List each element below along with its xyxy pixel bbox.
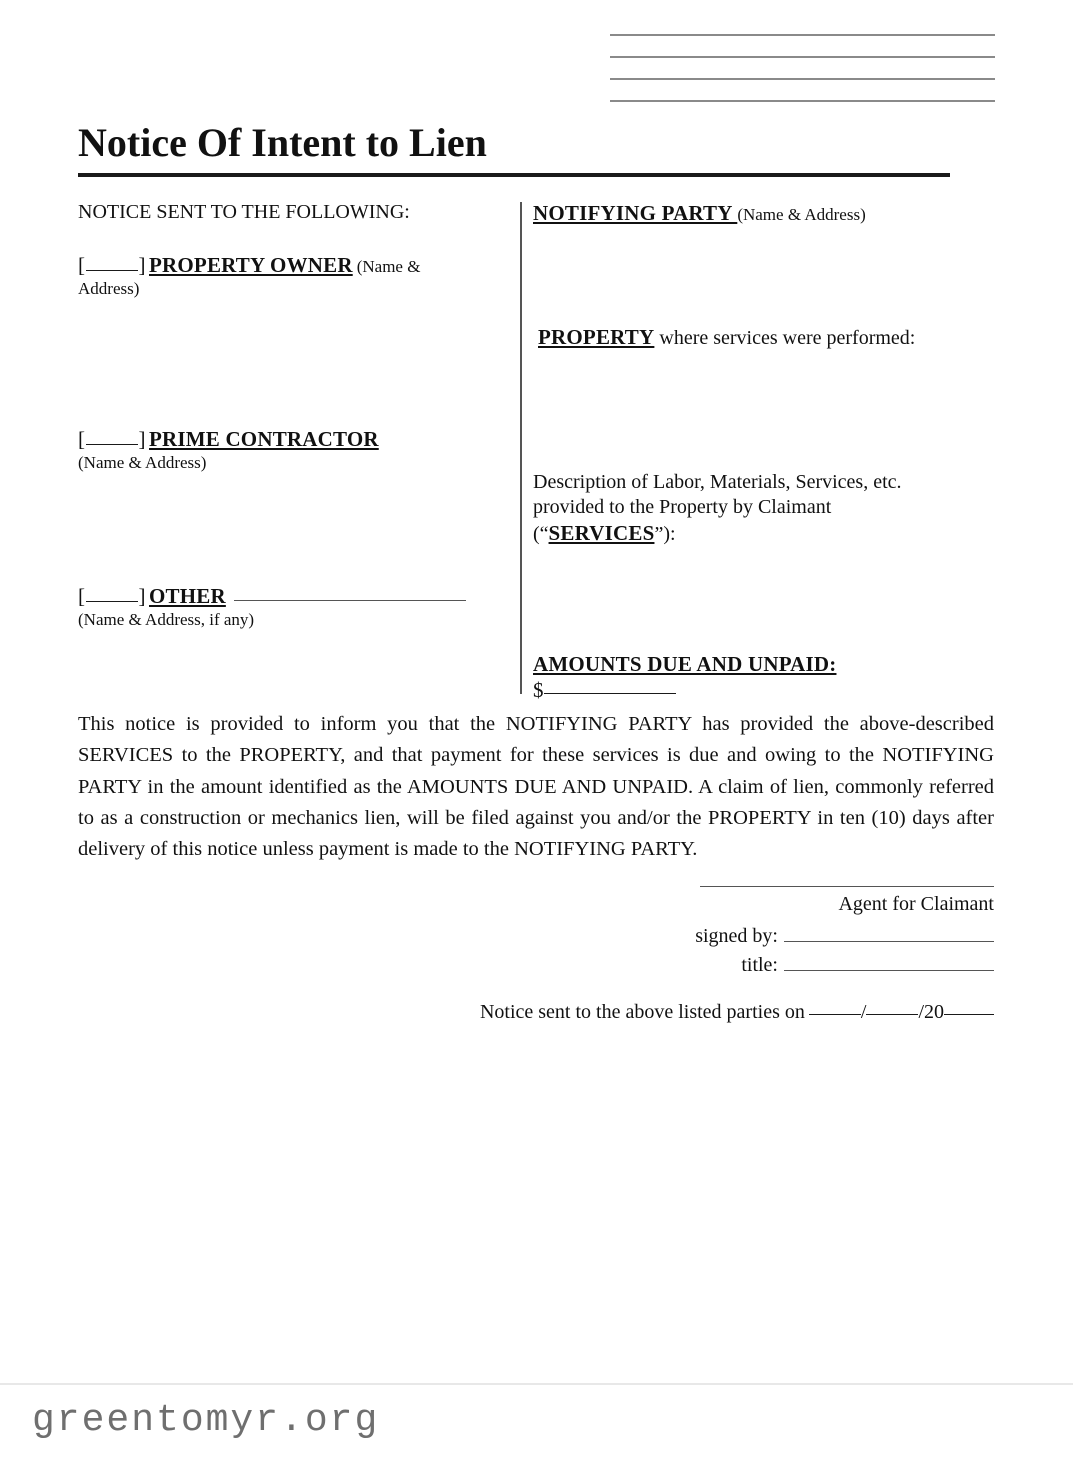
other-checkbox-line[interactable] (86, 588, 138, 602)
date-year-rule[interactable] (944, 1001, 994, 1015)
notifying-party-fill-area[interactable] (533, 227, 993, 324)
party-block-prime-contractor (78, 427, 508, 473)
services-label: SERVICES (548, 521, 655, 546)
property-heading-rest: where services were performed: (654, 327, 916, 350)
property-owner-checkbox-line[interactable] (86, 257, 138, 271)
services-fill-area[interactable] (533, 548, 993, 651)
services-suffix: ”): (654, 523, 676, 546)
amount-entry-row (533, 678, 993, 703)
header-blank-line-4[interactable] (610, 100, 995, 102)
footer-brand: greentomyr.org (32, 1399, 380, 1442)
services-line-1: Description of Labor, Materials, Services, etc. (533, 470, 902, 493)
title-block (78, 122, 950, 177)
notice-sent-heading: NOTICE SENT TO THE FOLLOWING: (78, 201, 410, 223)
date-day-rule[interactable] (866, 1001, 918, 1015)
date-separator-2: /20 (918, 1001, 944, 1023)
other-label: OTHER (149, 583, 226, 608)
signature-block (560, 886, 994, 977)
prime-contractor-checkbox[interactable]: [ ] (78, 427, 145, 452)
header-blank-line-2[interactable] (610, 56, 995, 58)
date-separator-1: / (860, 1001, 867, 1023)
page-title: Notice Of Intent to Lien (78, 120, 487, 165)
notifying-party-note: (Name & Address) (737, 205, 866, 224)
other-note-sub: (Name & Address, if any) (78, 609, 255, 629)
form-columns (78, 200, 993, 703)
notifying-party-label: NOTIFYING PARTY (533, 201, 738, 225)
property-fill-area[interactable] (533, 352, 993, 470)
property-owner-label: PROPERTY OWNER (149, 253, 353, 277)
title-label: title: (741, 954, 778, 976)
property-owner-fill-area[interactable] (78, 309, 508, 427)
prime-contractor-label: PRIME CONTRACTOR (149, 427, 379, 452)
property-heading (533, 324, 993, 351)
services-description-heading (533, 470, 993, 548)
signed-by-field-row (560, 925, 994, 948)
signed-by-label: signed by: (695, 925, 778, 947)
notice-sent-date-row (400, 1001, 994, 1024)
right-column (533, 200, 993, 703)
services-line-2: provided to the Property by Claimant (533, 495, 832, 518)
prime-contractor-fill-area[interactable] (78, 484, 508, 584)
amount-blank-rule[interactable] (544, 680, 676, 694)
party-block-property-owner (78, 253, 508, 299)
signed-by-input-rule[interactable] (784, 925, 994, 942)
property-label: PROPERTY (538, 325, 655, 350)
title-underline-rule (78, 173, 950, 177)
signature-blank-rule[interactable] (700, 886, 994, 887)
prime-contractor-note-sub: (Name & Address) (78, 453, 207, 473)
prime-contractor-checkbox-line[interactable] (86, 431, 138, 445)
property-owner-note-inline: (Name & (356, 257, 421, 276)
currency-symbol: $ (533, 678, 544, 703)
header-blank-lines (610, 34, 995, 102)
title-field-row (560, 954, 994, 977)
column-divider (520, 202, 522, 694)
left-column (78, 200, 508, 640)
date-month-rule[interactable] (809, 1001, 861, 1015)
agent-for-claimant-caption: Agent for Claimant (838, 893, 994, 915)
other-checkbox[interactable]: [ ] (78, 583, 145, 608)
header-blank-line-1[interactable] (610, 34, 995, 36)
party-block-other (78, 584, 508, 630)
services-prefix: (“ (533, 523, 549, 546)
property-owner-checkbox[interactable]: [ ] (78, 253, 145, 277)
footer-divider (0, 1383, 1073, 1385)
notifying-party-heading (533, 200, 993, 227)
notice-sent-prefix: Notice sent to the above listed parties on (479, 1001, 805, 1023)
body-paragraph: This notice is provided to inform you that the NOTIFYING PARTY has provided the above-described SERVICES to the PROPERTY, and that payment for these services is due and owing to the NOTIFYING PARTY in the amount identified as the AMOUNTS DUE AND UNPAID. A claim of lien, commonly referred to as a construction or mechanics lien, will be filed against you and/or the PROPERTY in ten (10) days after delivery of this notice unless payment is made to the NOTIFYING PARTY. (78, 713, 994, 861)
amounts-due-label: AMOUNTS DUE AND UNPAID: (533, 651, 837, 676)
property-owner-note-sub: Address) (78, 279, 140, 298)
amounts-due-heading (533, 651, 993, 678)
header-blank-line-3[interactable] (610, 78, 995, 80)
other-blank-rule[interactable] (234, 586, 466, 601)
title-input-rule[interactable] (784, 954, 994, 971)
